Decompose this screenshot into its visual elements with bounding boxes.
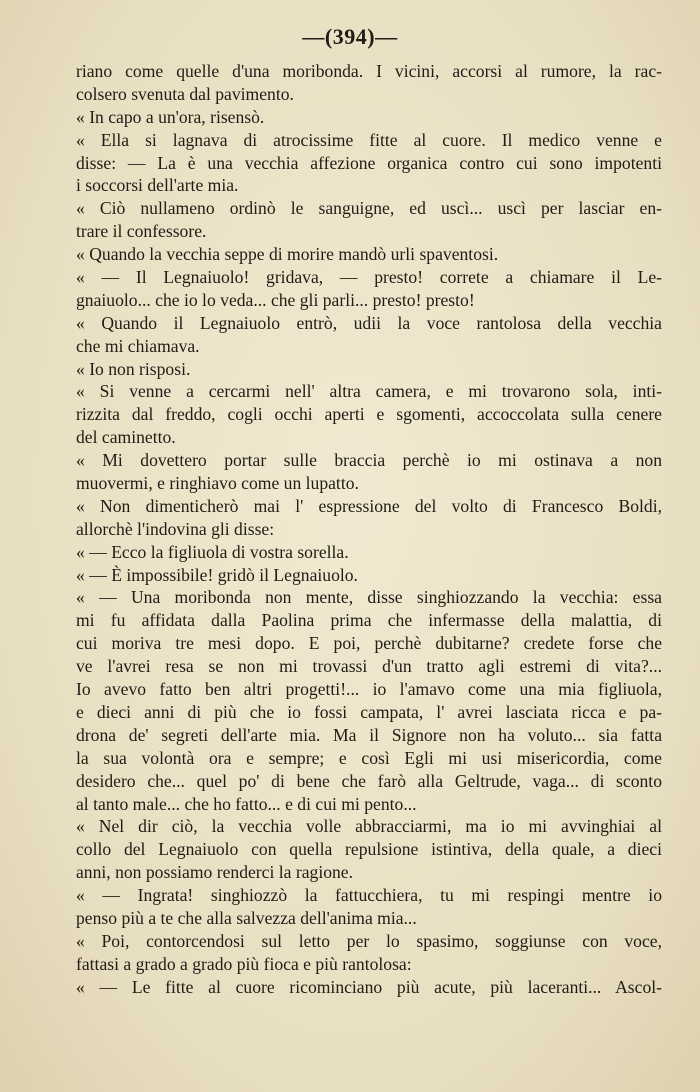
text-line: « Ciò nullameno ordinò le sanguigne, ed uscì... uscì per lasciar en- [76, 198, 662, 219]
text-line: collo del Legnaiuolo con quella repulsione istintiva, della quale, a dieci [76, 839, 662, 860]
text-line: « Nel dir ciò, la vecchia volle abbracciarmi, ma io mi avvinghiai al [76, 816, 662, 837]
text-line: desidero che... quel po' di bene che farò alla Geltrude, vaga... di sconto [76, 770, 662, 791]
text-line: colsero svenuta dal pavimento. [76, 83, 294, 104]
text-line: « Ella si lagnava di atrocissime fitte al cuore. Il medico venne e [76, 129, 662, 150]
text-line: drona de' segreti dell'arte mia. Ma il Signore non ha voluto... sia fatta [76, 724, 662, 745]
text-line: « In capo a un'ora, risensò. [76, 106, 265, 127]
body-text [76, 60, 662, 999]
text-line: « Si venne a cercarmi nell' altra camera, e mi trovarono sola, inti- [76, 381, 662, 402]
text-line: cui moriva tre mesi dopo. E poi, perchè dubitarne? credete forse che [76, 633, 662, 654]
text-line: anni, non possiamo renderci la ragione. [76, 862, 354, 883]
text-line: « — Ingrata! singhiozzò la fattucchiera, tu mi respingi mentre io [76, 885, 662, 906]
text-line: mi fu affidata dalla Paolina prima che infermasse della malattia, di [76, 610, 662, 631]
text-line: penso più a te che alla salvezza dell'anima mia... [76, 907, 417, 928]
text-line: « — È impossibile! gridò il Legnaiuolo. [76, 564, 358, 585]
text-line: la sua volontà ora e sempre; e così Egli mi usi misericordia, come [76, 747, 662, 768]
text-line: i soccorsi dell'arte mia. [76, 175, 239, 196]
text-line: « — Ecco la figliuola di vostra sorella. [76, 541, 349, 562]
text-line: del caminetto. [76, 427, 176, 448]
text-line: disse: — La è una vecchia affezione organica contro cui sono impotenti [76, 152, 662, 173]
text-line: al tanto male... che ho fatto... e di cui mi pento... [76, 793, 417, 814]
text-line: « Quando il Legnaiuolo entrò, udii la voce rantolosa della vecchia [76, 312, 662, 333]
text-line: « — Le fitte al cuore ricominciano più acute, più laceranti... Ascol- [76, 976, 662, 997]
text-line: fattasi a grado a grado più fioca e più rantolosa: [76, 953, 412, 974]
text-line: muovermi, e ringhiavo come un lupatto. [76, 473, 359, 494]
text-line: allorchè l'indovina gli disse: [76, 518, 275, 539]
text-line: « Quando la vecchia seppe di morire mandò urli spaventosi. [76, 244, 499, 265]
text-line: « Mi dovettero portar sulle braccia perchè io mi ostinava a non [76, 450, 662, 471]
text-line: « Poi, contorcendosi sul letto per lo spasimo, soggiunse con voce, [76, 930, 662, 951]
text-line: riano come quelle d'una moribonda. I vicini, accorsi al rumore, la rac- [76, 61, 662, 81]
text-line: « — Il Legnaiuolo! gridava, — presto! correte a chiamare il Le- [76, 267, 662, 288]
text-line: « — Una moribonda non mente, disse singhiozzando la vecchia: essa [76, 587, 662, 608]
text-line: « Io non risposi. [76, 358, 191, 379]
text-line: e dieci anni di più che io fossi campata, l' avrei lasciata ricca e pa- [76, 701, 662, 722]
text-line: Io avevo fatto ben altri progetti!... io l'amavo come una mia figliuola, [76, 679, 662, 700]
text-line: trare il confessore. [76, 221, 207, 242]
text-line: « Non dimenticherò mai l' espressione del volto di Francesco Boldi, [76, 495, 662, 516]
text-line: ve l'avrei resa se non mi trovassi d'un tratto agli estremi di vita?... [76, 656, 662, 677]
text-line: rizzita dal freddo, cogli occhi aperti e sgomenti, accoccolata sulla cenere [76, 404, 662, 425]
text-line: gnaiuolo... che io lo veda... che gli parli... presto! presto! [76, 289, 475, 310]
text-line: che mi chiamava. [76, 335, 200, 356]
page-number: —(394)— [302, 24, 398, 49]
